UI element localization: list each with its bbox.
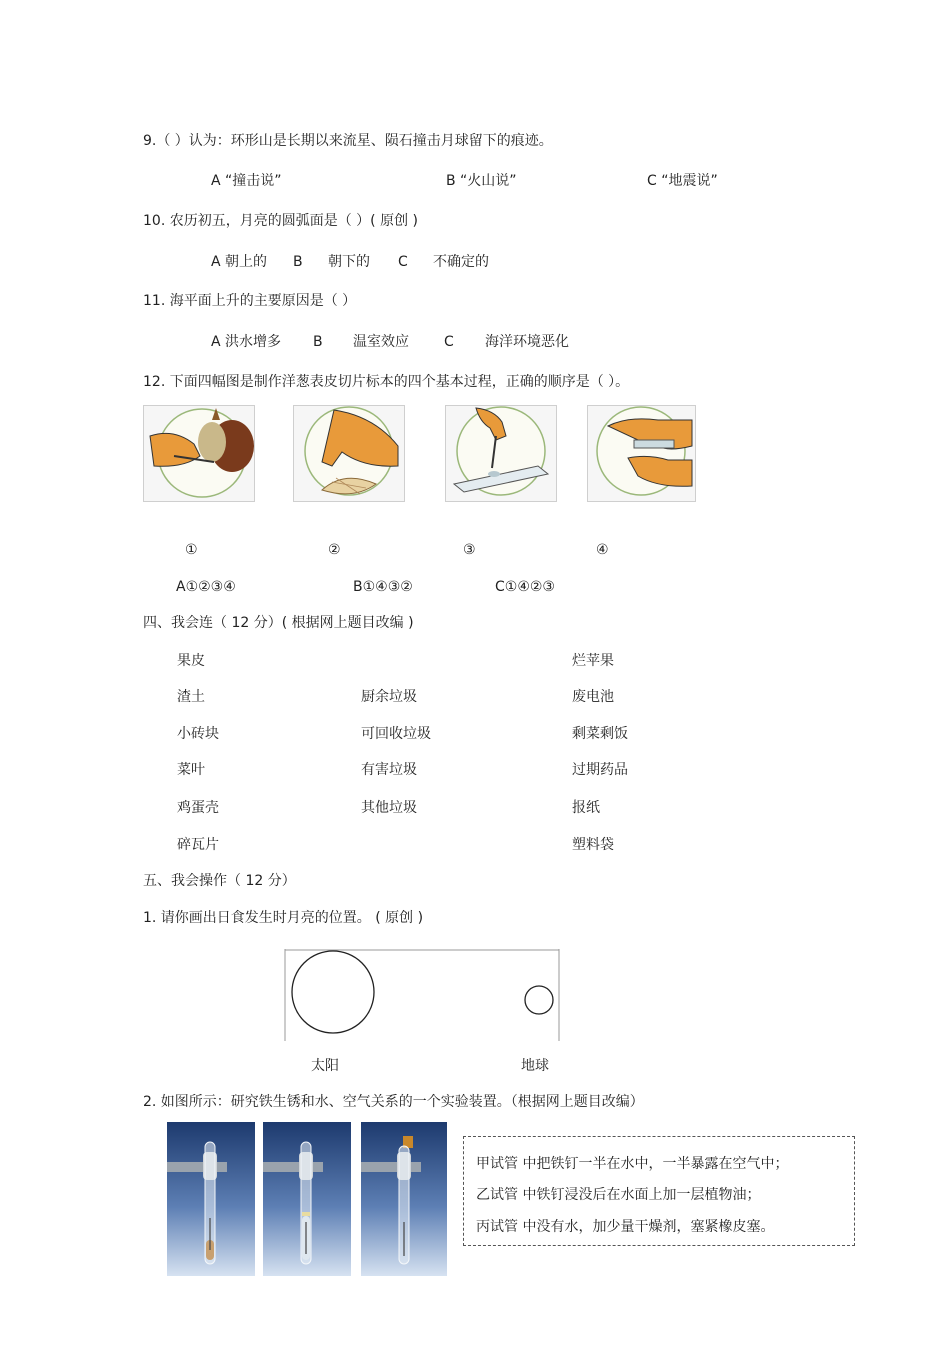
sun-label: 太阳 xyxy=(311,1058,339,1074)
q10-stem: 10. 农历初五，月亮的圆弧面是（ ）( 原创 ) xyxy=(143,213,418,229)
section5-q1-stem: 1. 请你画出日食发生时月亮的位置。 ( 原创 ) xyxy=(143,910,424,926)
q11-option-a: A 洪水增多 xyxy=(211,334,282,350)
match-category: 可回收垃圾 xyxy=(361,726,431,742)
figure-label-1: ① xyxy=(185,542,198,558)
section4-title: 四、我会连（ 12 分）( 根据网上题目改编 ) xyxy=(143,615,414,631)
match-right-item: 烂苹果 xyxy=(572,653,614,669)
onion-peel-figure xyxy=(143,405,255,502)
match-category: 其他垃圾 xyxy=(361,800,417,816)
match-category: 厨余垃圾 xyxy=(361,689,417,705)
tube-c-note: 丙试管 中没有水，加少量干燥剂，塞紧橡皮塞。 xyxy=(476,1219,775,1235)
earth-circle xyxy=(525,986,553,1014)
slide-placement-figure xyxy=(445,405,557,502)
q11-option-c: 海洋环境恶化 xyxy=(485,334,569,350)
earth-label: 地球 xyxy=(521,1058,549,1074)
match-left-item: 碎瓦片 xyxy=(177,837,219,853)
q9-option-b: B “火山说” xyxy=(446,173,517,189)
q9-option-a: A “撞击说” xyxy=(211,173,282,189)
q9-option-c: C “地震说” xyxy=(647,173,718,189)
section5-q2-stem: 2. 如图所示：研究铁生锈和水、空气关系的一个实验装置。（根据网上题目改编） xyxy=(143,1094,644,1110)
solar-eclipse-diagram xyxy=(284,949,560,1041)
q10-option-c: 不确定的 xyxy=(433,254,489,270)
match-right-item: 塑料袋 xyxy=(572,837,614,853)
q9-stem: 9.（ ）认为：环形山是长期以来流星、陨石撞击月球留下的痕迹。 xyxy=(143,133,553,149)
q10-option-a: A 朝上的 xyxy=(211,254,268,270)
q11-option-b: 温室效应 xyxy=(353,334,409,350)
q11-option-b-letter: B xyxy=(313,334,323,350)
figure-label-2: ② xyxy=(328,542,341,558)
q12-option-c: C①④②③ xyxy=(495,579,555,595)
match-right-item: 报纸 xyxy=(572,800,600,816)
q10-option-c-letter: C xyxy=(398,254,408,270)
q11-stem: 11. 海平面上升的主要原因是（ ） xyxy=(143,293,357,309)
q10-option-b-letter: B xyxy=(293,254,303,270)
q12-stem: 12. 下面四幅图是制作洋葱表皮切片标本的四个基本过程，正确的顺序是（ ）。 xyxy=(143,374,630,390)
match-left-item: 菜叶 xyxy=(177,762,205,778)
figure-label-3: ③ xyxy=(463,542,476,558)
match-category: 有害垃圾 xyxy=(361,762,417,778)
sun-circle xyxy=(292,951,374,1033)
experiment-notes-box xyxy=(463,1136,855,1246)
tube-b-note: 乙试管 中铁钉浸没后在水面上加一层植物油； xyxy=(476,1187,761,1203)
section5-title: 五、我会操作（ 12 分） xyxy=(143,873,296,889)
match-right-item: 废电池 xyxy=(572,689,614,705)
match-left-item: 渣土 xyxy=(177,689,205,705)
q10-option-b: 朝下的 xyxy=(328,254,370,270)
test-tubes-photo xyxy=(167,1122,447,1276)
match-left-item: 果皮 xyxy=(177,653,205,669)
figure-label-4: ④ xyxy=(596,542,609,558)
match-right-item: 过期药品 xyxy=(572,762,628,778)
q12-option-a: A①②③④ xyxy=(176,579,236,595)
onion-skin-figure xyxy=(293,405,405,502)
tube-a-note: 甲试管 中把铁钉一半在水中，一半暴露在空气中； xyxy=(476,1156,789,1172)
q11-option-c-letter: C xyxy=(444,334,454,350)
match-left-item: 小砖块 xyxy=(177,726,219,742)
match-right-item: 剩菜剩饭 xyxy=(572,726,628,742)
q12-option-b: B①④③② xyxy=(353,579,413,595)
cover-slip-figure xyxy=(587,405,696,502)
match-left-item: 鸡蛋壳 xyxy=(177,800,219,816)
